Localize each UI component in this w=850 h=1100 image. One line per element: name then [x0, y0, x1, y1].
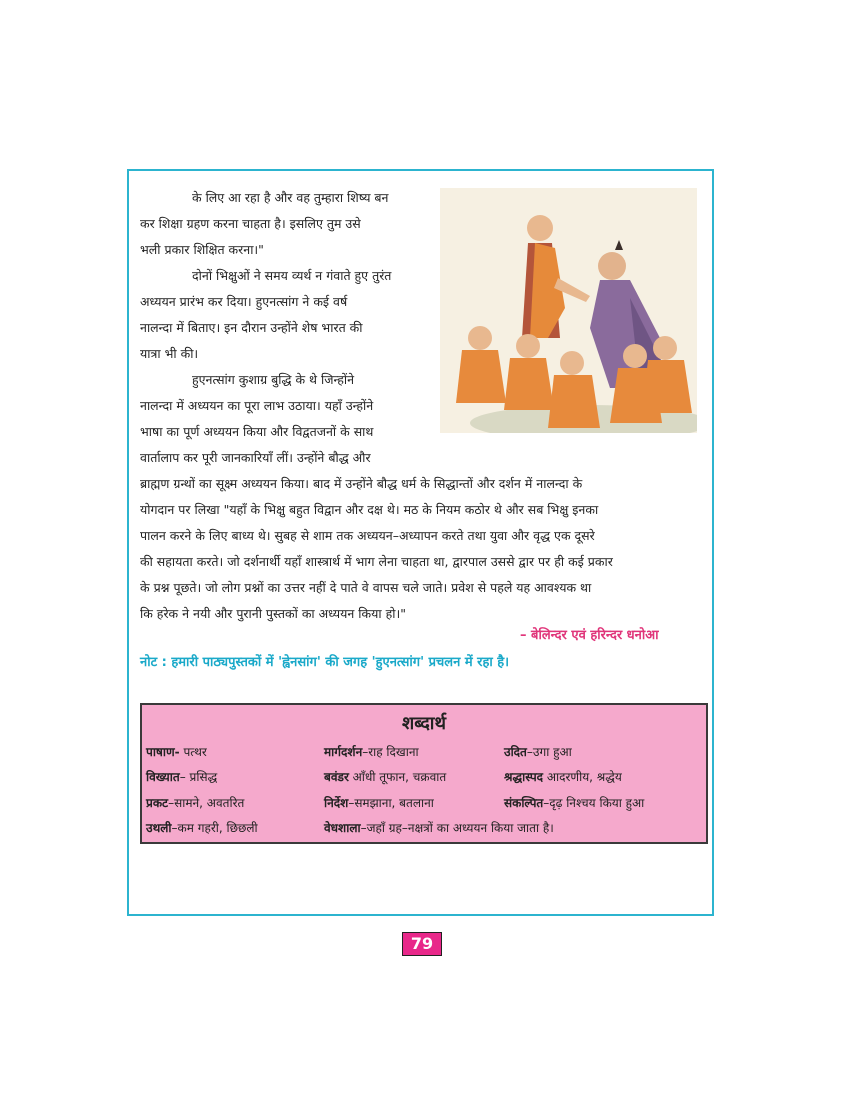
glossary-meaning: –कम गहरी, छिछली — [171, 821, 258, 835]
glossary-entry — [146, 794, 244, 811]
glossary-meaning: आदरणीय, श्रद्धेय — [543, 770, 622, 784]
glossary-word: बवंडर — [324, 770, 349, 784]
glossary-entry — [146, 743, 207, 760]
glossary-entry — [504, 768, 622, 785]
glossary-meaning: –उगा हुआ — [526, 745, 572, 759]
story-line: कर शिक्षा ग्रहण करना चाहता है। इसलिए तुम उसे — [140, 216, 361, 231]
glossary-meaning: –समझाना, बतलाना — [348, 796, 434, 810]
story-line: भली प्रकार शिक्षित करना।" — [140, 242, 264, 257]
glossary-word: निर्देश — [324, 796, 349, 810]
glossary-word: विख्यात — [146, 770, 180, 784]
story-line: की सहायता करते। जो दर्शनार्थी यहाँ शास्त्रार्थ में भाग लेना चाहता था, द्वारपाल उससे द्वार पर ही कई प्रकार — [140, 554, 613, 569]
glossary-meaning: –जहाँ ग्रह–नक्षत्रों का अध्ययन किया जाता है। — [360, 821, 554, 835]
story-line: हुएनत्सांग कुशाग्र बुद्धि के थे जिन्होंने — [192, 372, 355, 387]
story-line: योगदान पर लिखा "यहाँ के भिक्षु बहुत विद्वान और दक्ष थे। मठ के नियम कठोर थे और सब भिक्षु इनका — [140, 502, 599, 517]
story-line: नालन्दा में बिताए। इन दौरान उन्होंने शेष भारत की — [140, 320, 363, 335]
glossary-entry — [504, 743, 572, 760]
glossary-meaning: पत्थर — [179, 745, 207, 759]
story-line: अध्ययन प्रारंभ कर दिया। हुएनत्सांग ने कई वर्ष — [140, 294, 348, 309]
story-line: यात्रा भी की। — [140, 346, 199, 361]
glossary-entry — [324, 819, 554, 836]
glossary-box — [140, 703, 708, 844]
story-line: के प्रश्न पूछते। जो लोग प्रश्नों का उत्तर नहीं दे पाते वे वापस चले जाते। प्रवेश से पहले यह आवश्यक था — [140, 580, 592, 595]
glossary-word: संकल्पित — [504, 796, 544, 810]
glossary-word: पाषाण- — [146, 745, 180, 759]
glossary-word: वेधशाला — [324, 821, 361, 835]
glossary-entry — [146, 768, 217, 785]
story-line: के लिए आ रहा है और वह तुम्हारा शिष्य बन — [192, 190, 389, 205]
glossary-meaning: आँधी तूफान, चक्रवात — [348, 770, 447, 784]
glossary-entry — [324, 743, 419, 760]
story-line: कि हरेक ने नयी और पुरानी पुस्तकों का अध्ययन किया हो।" — [140, 606, 406, 621]
story-illustration — [440, 188, 697, 433]
story-line: दोनों भिक्षुओं ने समय व्यर्थ न गंवाते हुए तुरंत — [192, 268, 392, 283]
glossary-word: उदित — [504, 745, 527, 759]
note-text: नोट : हमारी पाठ्यपुस्तकों में 'ह्वेनसांग' की जगह 'हुएनत्सांग' प्रचलन में रहा है। — [140, 655, 510, 670]
story-line: वार्तालाप कर पूरी जानकारियाँ लीं। उन्होंने बौद्ध और — [140, 450, 371, 465]
story-line: भाषा का पूर्ण अध्ययन किया और विद्वतजनों के साथ — [140, 424, 374, 439]
glossary-entry — [324, 794, 434, 811]
glossary-meaning: –राह दिखाना — [362, 745, 419, 759]
story-line: ब्राह्मण ग्रन्थों का सूक्ष्म अध्ययन किया। बाद में उन्होंने बौद्ध धर्म के सिद्धान्तों और दर्शन में नालन्दा के — [140, 476, 583, 491]
glossary-word: प्रकट — [146, 796, 169, 810]
glossary-entry — [504, 794, 644, 811]
glossary-word: मार्गदर्शन — [324, 745, 363, 759]
glossary-meaning: – प्रसिद्ध — [179, 770, 218, 784]
glossary-meaning: –दृढ़ निश्चय किया हुआ — [543, 796, 645, 810]
page-number: 79 — [402, 932, 442, 956]
glossary-entry — [146, 819, 258, 836]
glossary-title: शब्दार्थ — [402, 713, 446, 734]
story-line: नालन्दा में अध्ययन का पूरा लाभ उठाया। यहाँ उन्होंने — [140, 398, 374, 413]
glossary-meaning: –सामने, अवतरित — [168, 796, 245, 810]
author-credit: – बेलिन्दर एवं हरिन्दर धनोआ — [520, 628, 659, 643]
story-line: पालन करने के लिए बाध्य थे। सुबह से शाम तक अध्ययन–अध्यापन करते तथा युवा और वृद्ध एक दूसरे — [140, 528, 595, 543]
glossary-word: उथली — [146, 821, 172, 835]
glossary-entry — [324, 768, 446, 785]
glossary-word: श्रद्धास्पद — [504, 770, 544, 784]
